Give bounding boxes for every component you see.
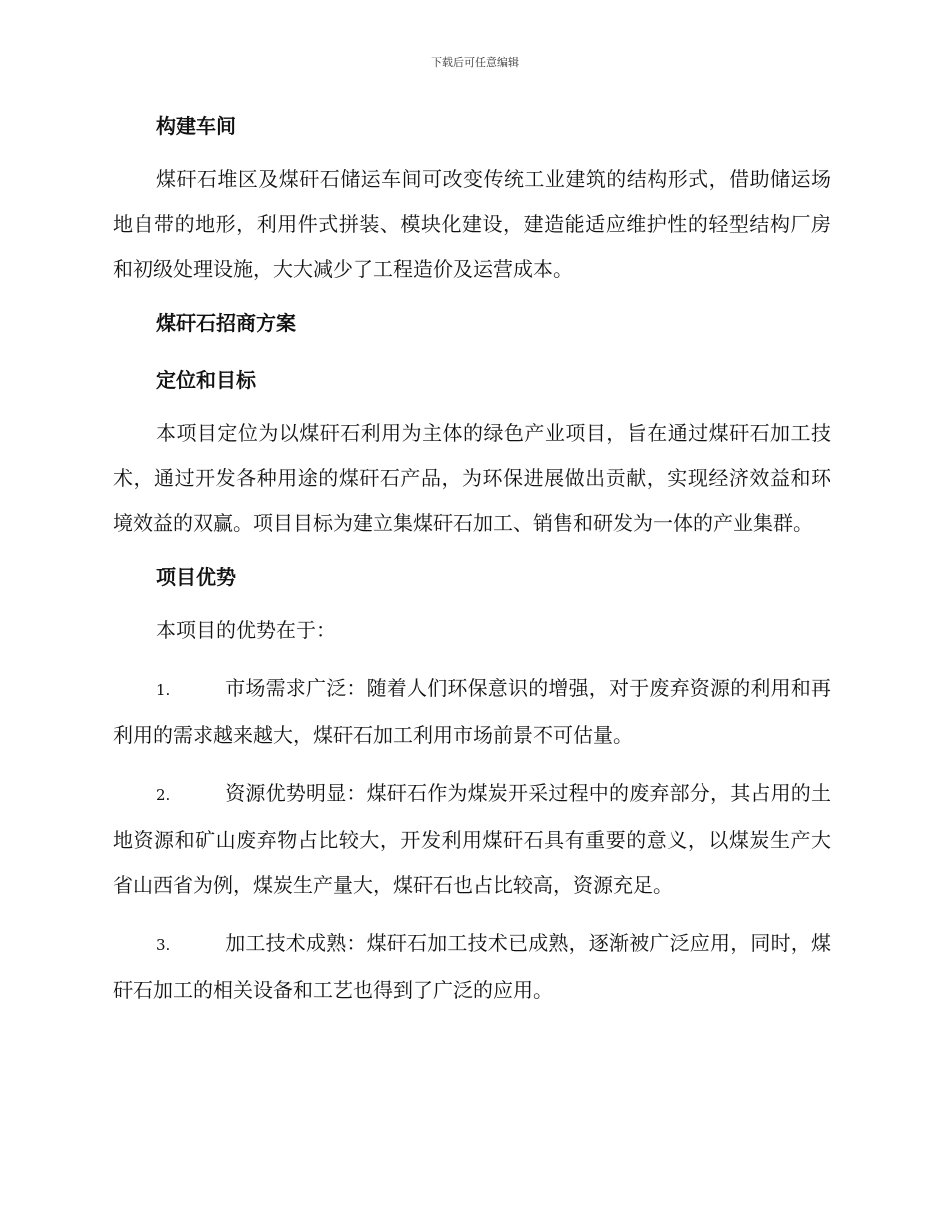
heading-positioning: 定位和目标 bbox=[156, 368, 256, 392]
list-item bbox=[113, 666, 831, 758]
list-item-text: 资源优势明显：煤矸石作为煤炭开采过程中的废弃部分，其占用的土地资源和矿山废弃物占比较大，开发利用煤矸石具有重要的意义，以煤炭生产大省山西省为例，煤炭生产量大，煤矸石也占比较高，资源充足。 bbox=[113, 781, 831, 897]
heading-build-workshop: 构建车间 bbox=[156, 114, 236, 138]
list-item-number: 1. bbox=[156, 681, 171, 699]
list-item-number: 3. bbox=[156, 936, 171, 954]
header-note: 下载后可任意编辑 bbox=[431, 56, 519, 69]
paragraph-build-workshop: 煤矸石堆区及煤矸石储运车间可改变传统工业建筑的结构形式，借助储运场地自带的地形，利用件式拼装、模块化建设，建造能适应维护性的轻型结构厂房和初级处理设施，大大减少了工程造价及运营成本。 bbox=[113, 167, 831, 281]
list-item bbox=[113, 771, 831, 908]
document-body bbox=[113, 108, 831, 1026]
heading-investment-plan: 煤矸石招商方案 bbox=[156, 311, 296, 335]
list-item-text: 加工技术成熟：煤矸石加工技术已成熟，逐渐被广泛应用，同时，煤矸石加工的相关设备和工艺也得到了广泛的应用。 bbox=[113, 931, 831, 1002]
list-item bbox=[113, 921, 831, 1013]
paragraph-advantages-intro: 本项目的优势在于： bbox=[156, 618, 336, 642]
list-item-number: 2. bbox=[156, 786, 171, 804]
list-item-text: 市场需求广泛：随着人们环保意识的增强，对于废弃资源的利用和再利用的需求越来越大，煤矸石加工利用市场前景不可估量。 bbox=[113, 676, 831, 747]
paragraph-positioning: 本项目定位为以煤矸石利用为主体的绿色产业项目，旨在通过煤矸石加工技术，通过开发各种用途的煤矸石产品，为环保进展做出贡献，实现经济效益和环境效益的双赢。项目目标为建立集煤矸石加工、销售和研发为一体的产业集群。 bbox=[113, 421, 831, 535]
heading-advantages: 项目优势 bbox=[156, 565, 236, 589]
